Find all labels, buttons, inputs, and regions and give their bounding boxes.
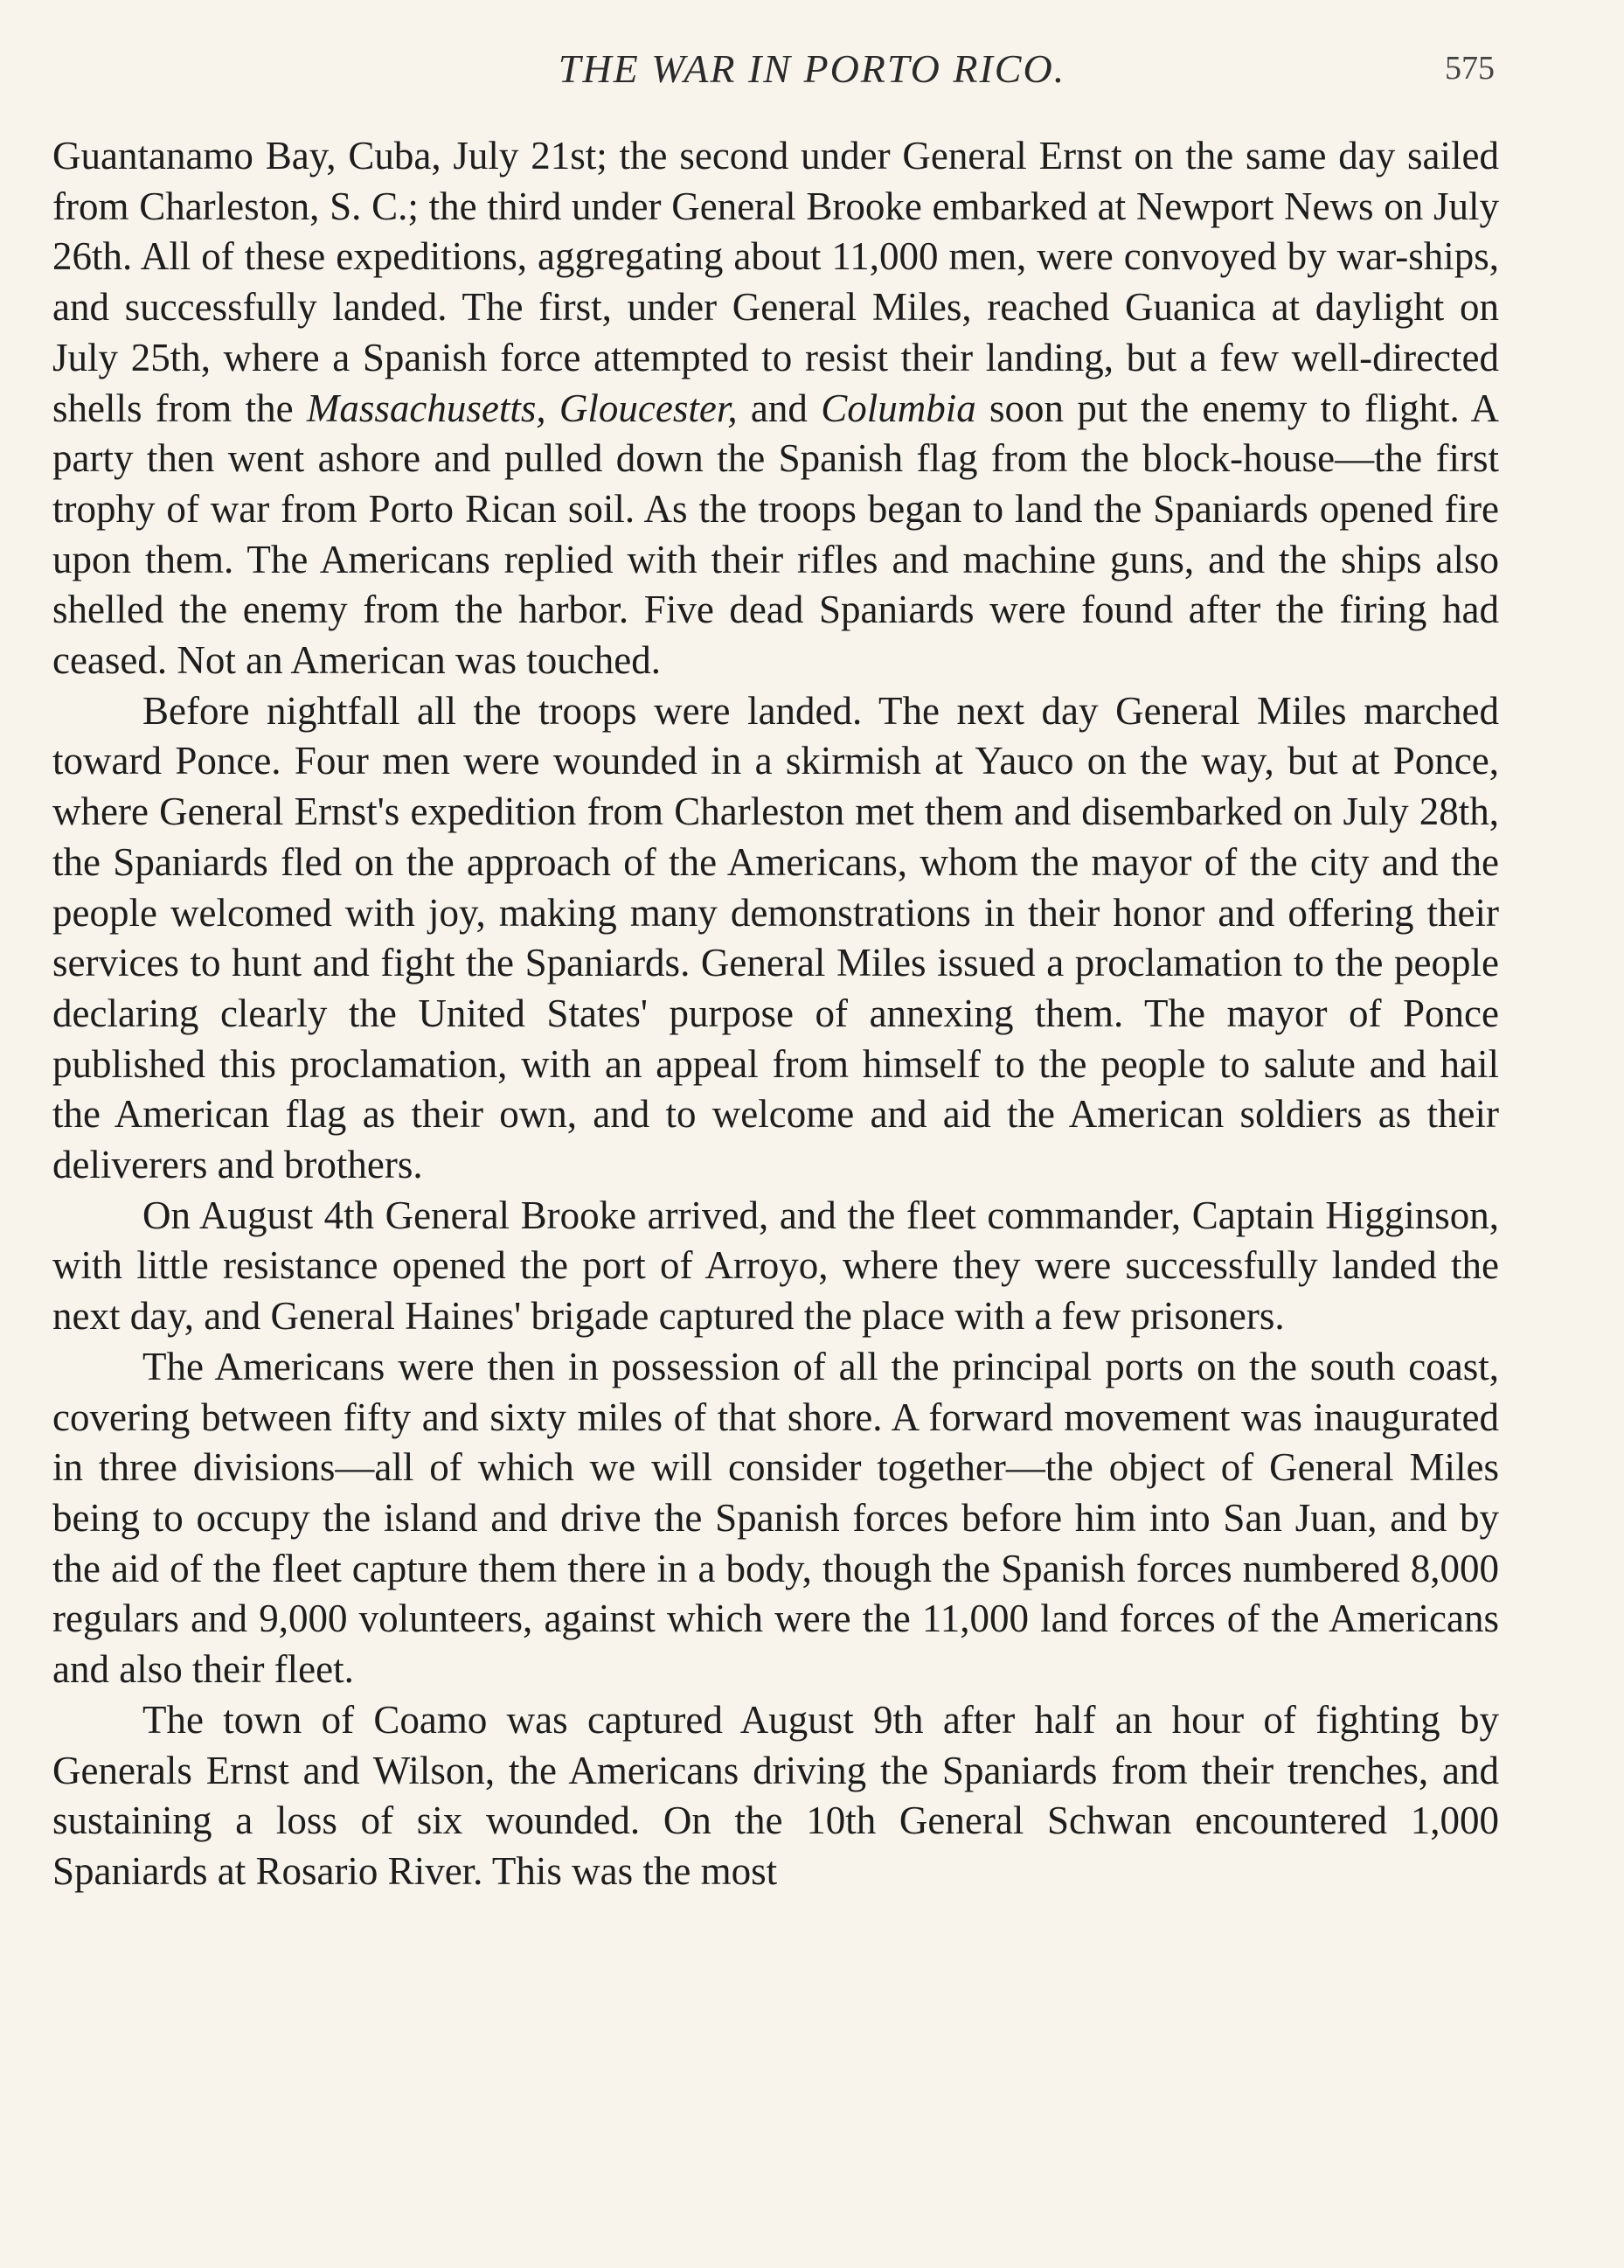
paragraph-5: The town of Coamo was captured August 9th after half an hour of fighting by Generals Ernst and Wilson, the Americans driving the Spaniards from their trenches, and sustaining a loss of six wounded. On the 10th General Schwan encountered 1,000 Spaniards at Rosario River. This was the most [52, 1697, 1499, 1893]
ship-names: Massachusetts, Gloucester, [306, 386, 738, 430]
body-text [52, 131, 1499, 1897]
paragraph-4: The Americans were then in possession of all the principal ports on the south coast, covering between fifty and sixty miles of that shore. A forward movement was inaugurated in three divisions—all of which we will consider together—the object of General Miles being to occupy the island and drive the Spanish forces before him into San Juan, and by the aid of the fleet capture them there in a body, though the Spanish forces numbered 8,000 regulars and 9,000 volunteers, against which were the 11,000 land forces of the Americans and also their fleet. [52, 1344, 1499, 1692]
running-head [0, 45, 1624, 107]
paragraph-2: Before nightfall all the troops were landed. The next day General Miles marched toward Ponce. Four men were wounded in a skirmish at Yauco on the way, but at Ponce, where General Ernst's expedition from Charleston met them and disembarked on July 28th, the Spaniards fled on the approach of the Americans, whom the mayor of the city and the people welcomed with joy, making many demonstrations in their honor and offering their services to hunt and fight the Spaniards. General Miles issued a proclamation to the people declaring clearly the United States' purpose of annexing them. The mayor of Ponce published this proclamation, with an appeal from himself to the people to salute and hail the American flag as their own, and to welcome and aid the American soldiers as their deliverers and brothers. [52, 688, 1499, 1187]
paragraph-1-text-c: soon put the enemy to flight. A party then went ashore and pulled down the Spanish flag from the block-house—the first trophy of war from Porto Rican soil. As the troops began to land the Spaniards opened fire upon them. The Americans replied with their rifles and machine guns, and the ships also shelled the enemy from the harbor. Five dead Spaniards were found after the firing had ceased. Not an American was touched. [52, 386, 1500, 683]
paragraph-3: On August 4th General Brooke arrived, and the fleet commander, Captain Higginson, with little resistance opened the port of Arroyo, where they were successfully landed the next day, and General Haines' brigade captured the place with a few prisoners. [52, 1193, 1499, 1339]
paragraph-1-text-a: Guantanamo Bay, Cuba, July 21st; the second under General Ernst on the same day sailed from Charleston, S. C.; the third under General Brooke embarked at Newport News on July 26th. All of these expeditions, aggregating about 11,000 men, were convoyed by war-ships, and successfully landed. The first, under General Miles, reached Guanica at daylight on July 25th, where a Spanish force attempted to resist their landing, but a few well-directed shells from the [52, 134, 1499, 430]
running-title: THE WAR IN PORTO RICO. [558, 46, 1066, 91]
ship-name-columbia: Columbia [821, 386, 976, 430]
paragraph-1-text-b: and [737, 386, 822, 430]
paragraph-1 [52, 131, 1499, 686]
page-number: 575 [1445, 50, 1495, 87]
